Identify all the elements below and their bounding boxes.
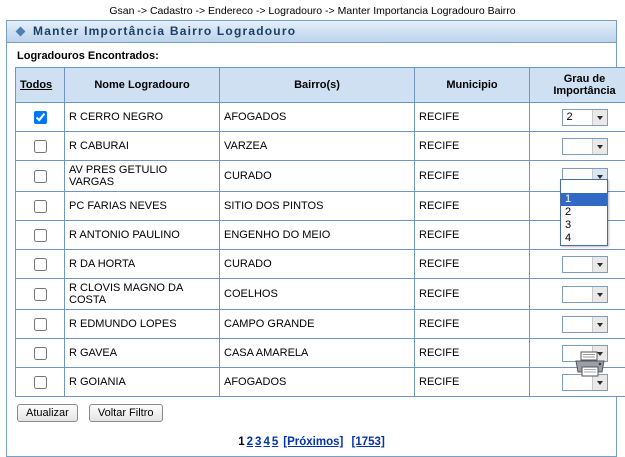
row-bairro: VARZEA — [220, 132, 415, 161]
row-nome: PC FARIAS NEVES — [65, 192, 220, 221]
table-row — [16, 368, 625, 397]
table-row — [16, 279, 625, 310]
column-header-todos[interactable] — [16, 68, 65, 103]
row-municipio: RECIFE — [415, 221, 530, 250]
dropdown-option-2[interactable]: 2 — [561, 206, 607, 219]
page-current: 1 — [238, 436, 244, 448]
row-checkbox-cell[interactable] — [16, 368, 65, 397]
row-checkbox-cell[interactable] — [16, 310, 65, 339]
column-header-nome: Nome Logradouro — [65, 68, 220, 103]
column-header-grau: Grau de Importância — [530, 68, 625, 103]
chevron-down-icon[interactable] — [592, 317, 607, 332]
row-checkbox-cell[interactable] — [16, 132, 65, 161]
row-grau-cell[interactable] — [530, 310, 625, 339]
page-last-link[interactable]: [1753] — [352, 436, 385, 448]
table-row — [16, 250, 625, 279]
row-grau-cell[interactable] — [530, 132, 625, 161]
page-title — [7, 21, 616, 43]
row-bairro: COELHOS — [220, 279, 415, 310]
atualizar-button[interactable]: Atualizar — [17, 404, 78, 422]
row-municipio: RECIFE — [415, 192, 530, 221]
action-buttons — [17, 404, 608, 422]
column-header-municipio: Municipio — [415, 68, 530, 103]
row-checkbox[interactable] — [34, 200, 47, 213]
row-checkbox[interactable] — [34, 347, 47, 360]
row-checkbox-cell[interactable] — [16, 192, 65, 221]
row-checkbox-cell[interactable] — [16, 221, 65, 250]
row-bairro: CURADO — [220, 250, 415, 279]
page-link-4[interactable]: 4 — [263, 436, 269, 448]
row-municipio: RECIFE — [415, 132, 530, 161]
page-link-3[interactable]: 3 — [255, 436, 261, 448]
todos-link[interactable]: Todos — [20, 79, 52, 91]
chevron-down-icon[interactable] — [592, 139, 607, 154]
page-link-5[interactable]: 5 — [272, 436, 278, 448]
printer-icon[interactable] — [573, 351, 607, 377]
grau-select[interactable] — [562, 286, 608, 303]
row-checkbox[interactable] — [34, 288, 47, 301]
row-checkbox[interactable] — [34, 258, 47, 271]
row-checkbox[interactable] — [34, 111, 47, 124]
page-title-text: Manter Importância Bairro Logradouro — [33, 24, 296, 38]
row-nome: R CERRO NEGRO — [65, 103, 220, 132]
row-nome: R CLOVIS MAGNO DA COSTA — [65, 279, 220, 310]
row-municipio: RECIFE — [415, 103, 530, 132]
row-bairro: AFOGADOS — [220, 368, 415, 397]
row-bairro: CASA AMARELA — [220, 339, 415, 368]
row-municipio: RECIFE — [415, 250, 530, 279]
table-row — [16, 339, 625, 368]
row-bairro: AFOGADOS — [220, 103, 415, 132]
row-municipio: RECIFE — [415, 161, 530, 192]
page-link-2[interactable]: 2 — [247, 436, 253, 448]
row-nome: R EDMUNDO LOPES — [65, 310, 220, 339]
main-panel — [6, 20, 617, 457]
chevron-down-icon[interactable] — [592, 287, 607, 302]
column-header-bairro: Bairro(s) — [220, 68, 415, 103]
row-nome: AV PRES GETULIO VARGAS — [65, 161, 220, 192]
row-nome: R DA HORTA — [65, 250, 220, 279]
row-bairro: CURADO — [220, 161, 415, 192]
table-row — [16, 192, 625, 221]
grau-select[interactable] — [562, 109, 608, 126]
dropdown-option-1[interactable]: 1 — [561, 193, 607, 206]
row-checkbox[interactable] — [34, 229, 47, 242]
grau-select-value: 2 — [567, 111, 573, 123]
table-row — [16, 161, 625, 192]
row-municipio: RECIFE — [415, 310, 530, 339]
pagination — [15, 436, 608, 448]
table-row — [16, 310, 625, 339]
dropdown-option-4[interactable]: 4 — [561, 232, 607, 245]
row-checkbox[interactable] — [34, 170, 47, 183]
row-checkbox-cell[interactable] — [16, 161, 65, 192]
row-bairro: ENGENHO DO MEIO — [220, 221, 415, 250]
row-bairro: CAMPO GRANDE — [220, 310, 415, 339]
row-checkbox[interactable] — [34, 376, 47, 389]
row-nome: R ANTONIO PAULINO — [65, 221, 220, 250]
table-row — [16, 103, 625, 132]
row-bairro: SITIO DOS PINTOS — [220, 192, 415, 221]
dropdown-option-blank[interactable] — [561, 180, 607, 193]
table-row — [16, 221, 625, 250]
row-checkbox-cell[interactable] — [16, 250, 65, 279]
table-header-row — [16, 68, 625, 103]
row-municipio: RECIFE — [415, 339, 530, 368]
grau-select[interactable] — [562, 256, 608, 273]
diamond-icon — [16, 27, 26, 37]
row-nome: R GOIANIA — [65, 368, 220, 397]
table-row — [16, 132, 625, 161]
row-municipio: RECIFE — [415, 279, 530, 310]
row-checkbox-cell[interactable] — [16, 279, 65, 310]
table-head — [16, 68, 625, 103]
row-nome: R GAVEA — [65, 339, 220, 368]
logradouros-table — [15, 67, 625, 397]
row-grau-cell[interactable] — [530, 103, 625, 132]
panel-body — [7, 43, 616, 456]
row-grau-cell[interactable] — [530, 250, 625, 279]
section-label: Logradouros Encontrados: — [17, 50, 608, 62]
row-checkbox-cell[interactable] — [16, 339, 65, 368]
voltar-filtro-button[interactable]: Voltar Filtro — [89, 404, 163, 422]
row-checkbox[interactable] — [34, 140, 47, 153]
row-checkbox[interactable] — [34, 318, 47, 331]
row-checkbox-cell[interactable] — [16, 103, 65, 132]
chevron-down-icon[interactable] — [592, 257, 607, 272]
row-grau-cell[interactable] — [530, 161, 625, 192]
row-municipio: RECIFE — [415, 368, 530, 397]
chevron-down-icon[interactable] — [592, 110, 607, 125]
grau-dropdown-list[interactable] — [560, 179, 608, 246]
dropdown-option-3[interactable]: 3 — [561, 219, 607, 232]
page-next-link[interactable]: [Próximos] — [283, 436, 343, 448]
row-grau-cell[interactable] — [530, 279, 625, 310]
row-nome: R CABURAI — [65, 132, 220, 161]
grau-select[interactable] — [562, 316, 608, 333]
grau-select[interactable] — [562, 138, 608, 155]
breadcrumb: Gsan -> Cadastro -> Endereco -> Logradouro -> Manter Importancia Logradouro Bairro — [6, 4, 619, 20]
table-body — [16, 103, 625, 397]
